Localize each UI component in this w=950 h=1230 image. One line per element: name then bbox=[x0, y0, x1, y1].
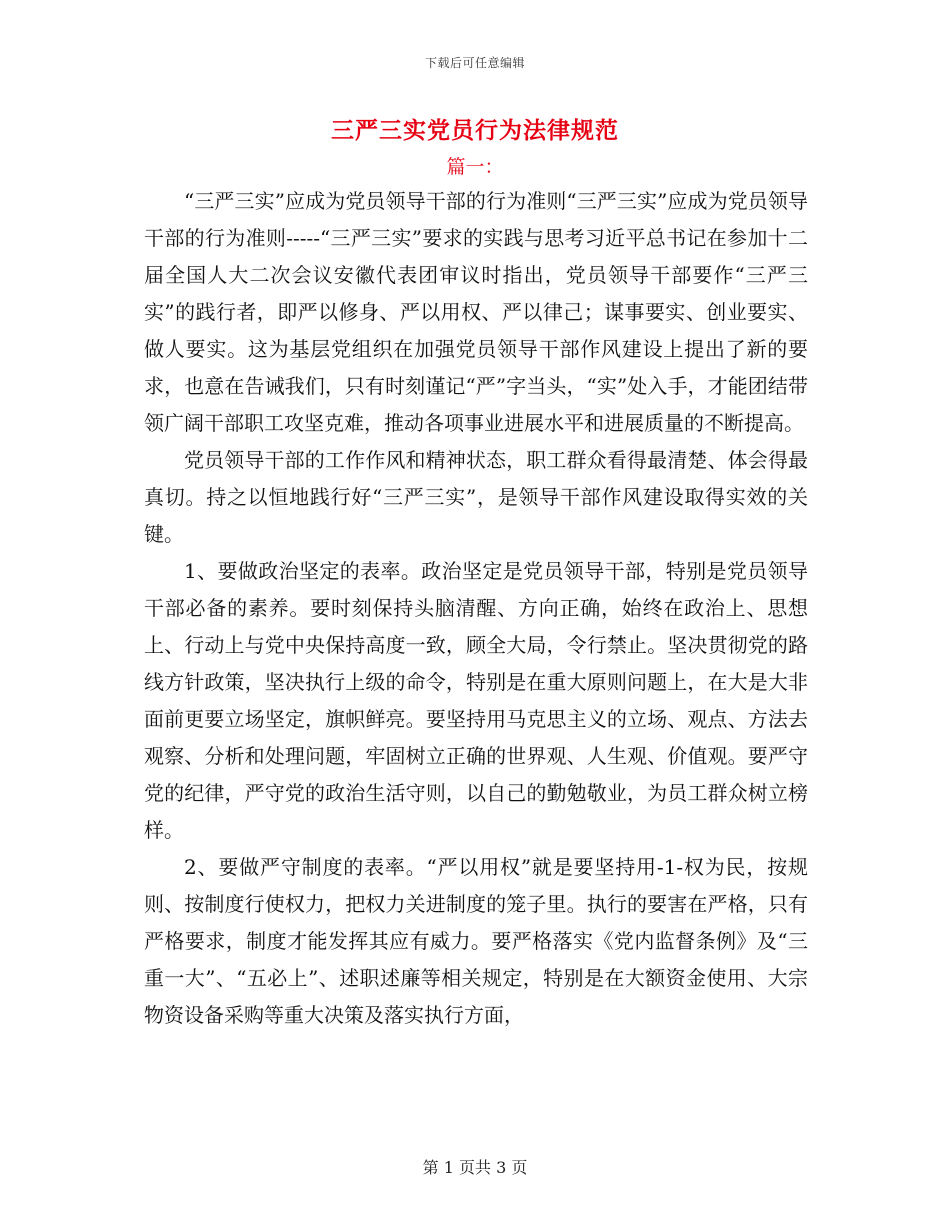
paragraph-point-1: 1、要做政治坚定的表率。政治坚定是党员领导干部，特别是党员领导干部必备的素养。要时刻保持头脑清醒、方向正确，始终在政治上、思想上、行动上与党中央保持高度一致，顾全大局，令行禁止。坚决贯彻党的路线方针政策，坚决执行上级的命令，特别是在重大原则问题上，在大是大非面前更要立场坚定，旗帜鲜亮。要坚持用马克思主义的立场、观点、方法去观察、分析和处理问题，牢固树立正确的世界观、人生观、价值观。要严守党的纪律，严守党的政治生活守则，以自己的勤勉敬业，为员工群众树立榜样。 bbox=[144, 559, 808, 842]
paragraph-intro: “三严三实”应成为党员领导干部的行为准则“三严三实”应成为党员领导干部的行为准则-----“三严三实”要求的实践与思考习近平总书记在参加十二届全国人大二次会议安徽代表团审议时指出，党员领导干部要作“三严三实”的践行者，即严以修身、严以用权、严以律己；谋事要实、创业要实、做人要实。这为基层党组织在加强党员领导干部作风建设上提出了新的要求，也意在告诫我们，只有时刻谨记“严”字当头，“实”处入手，才能团结带领广阔干部职工攻坚克难，推动各项事业进展水平和进展质量的不断提高。 bbox=[144, 189, 808, 435]
document-body bbox=[144, 183, 808, 1034]
page-header-note: 下载后可任意编辑 bbox=[424, 56, 525, 70]
paragraph-point-2: 2、要做严守制度的表率。“严以用权”就是要坚持用-1-权为民，按规则、按制度行使权力，把权力关进制度的笼子里。执行的要害在严格，只有严格要求，制度才能发挥其应有威力。要严格落实《党内监督条例》及“三重一大”、“五必上”、述职述廉等相关规定，特别是在大额资金使用、大宗物资设备采购等重大决策及落实执行方面， bbox=[144, 855, 808, 1027]
paragraph-summary: 党员领导干部的工作作风和精神状态，职工群众看得最清楚、体会得最真切。持之以恒地践行好“三严三实”，是领导干部作风建设取得实效的关键。 bbox=[144, 448, 808, 546]
page-footer-number: 第 1 页共 3 页 bbox=[422, 1158, 528, 1177]
section-label: 篇一： bbox=[446, 156, 504, 178]
document-title: 三严三实党员行为法律规范 bbox=[331, 117, 619, 144]
